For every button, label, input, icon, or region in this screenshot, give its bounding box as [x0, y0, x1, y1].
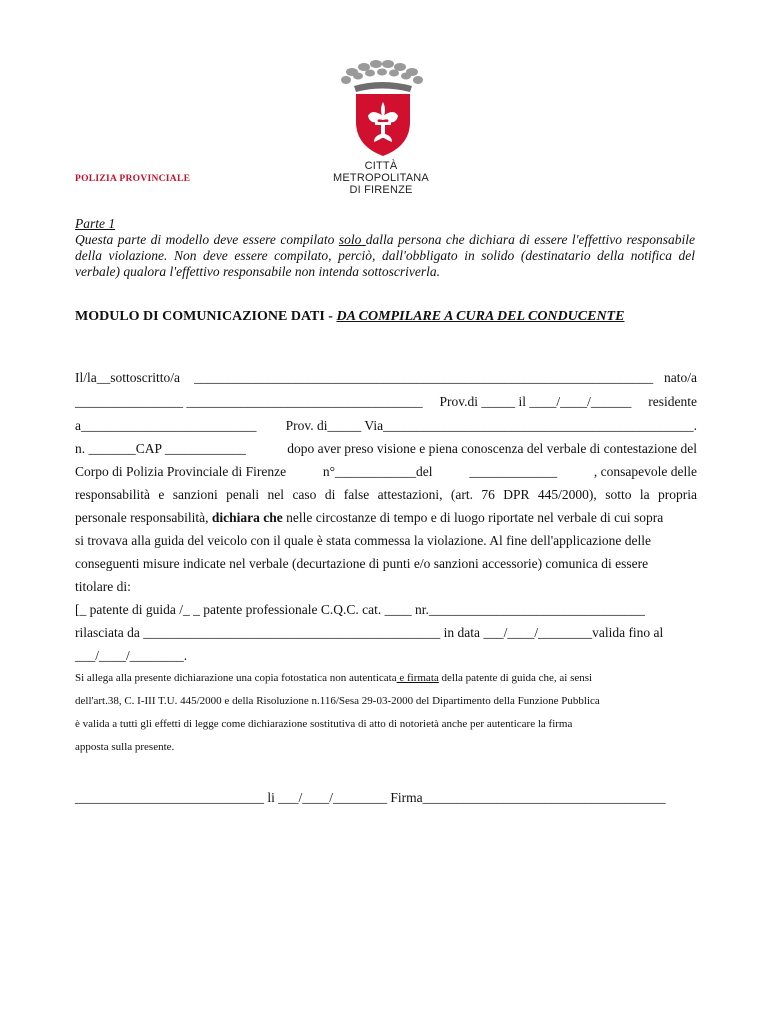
field-data-firma[interactable]: li ___/____/________ — [264, 790, 391, 805]
form-title-main: MODULO DI COMUNICAZIONE DATI - — [75, 309, 337, 324]
line-validita — [75, 648, 697, 664]
line-guida — [75, 533, 697, 549]
line-misure — [75, 556, 697, 572]
note-line-2: dell'art.38, C. I-III T.U. 445/2000 e della Risoluzione n.116/Sesa 29-03-2000 del Dipartimento della Funzione Pubblica — [75, 695, 600, 707]
text-titolare: titolare di: — [75, 579, 131, 594]
field-patente[interactable]: [_ patente di guida /_ _ patente professionale C.Q.C. cat. ____ nr.________________________________ — [75, 602, 645, 617]
field-luogo[interactable]: ____________________________ — [75, 790, 264, 805]
text-circostanze: nelle circostanze di tempo e di luogo riportate nel verbale di cui sopra — [282, 510, 664, 525]
logo-line-1: CITTÀ METROPOLITANA — [333, 160, 429, 184]
field-firma[interactable]: ____________________________________ — [422, 790, 666, 805]
label-sottoscritto: Il/la__sottoscritto/a — [75, 370, 184, 385]
line-residenza — [75, 418, 697, 434]
text-dichiara-che: dichiara che — [211, 510, 283, 525]
field-rilasciata-da[interactable]: ____________________________________________ — [143, 625, 441, 640]
text-preso-visione: dopo aver preso visione e piena conoscenza del verbale di contestazione del — [287, 441, 697, 456]
line-responsabilita — [75, 487, 697, 503]
note-text-1c: della patente di guida che, ai sensi — [438, 672, 593, 684]
field-prov-data-nascita[interactable]: Prov.di _____ il ____/____/______ — [439, 394, 632, 409]
field-numero-cap[interactable]: n. _______CAP ____________ — [75, 441, 246, 456]
text-responsabilita: responsabilità e sanzioni penali nel caso di false attestazioni, (art. 76 DPR 445/2000), sotto la propria — [75, 487, 697, 502]
department-label: POLIZIA PROVINCIALE — [75, 174, 191, 184]
field-nome[interactable]: ____________________________________________________________________ — [194, 370, 654, 385]
label-rilasciata: rilasciata da — [75, 625, 144, 640]
logo-wordmark — [326, 160, 436, 196]
text-guida-veicolo: si trovava alla guida del veicolo con il quale è stata commessa la violazione. Al fine dell'applicazione delle — [75, 533, 651, 548]
logo-line-2: DI FIRENZE — [349, 184, 413, 196]
field-prov-via[interactable]: Prov. di_____ Via______________________________________________. — [285, 418, 697, 433]
field-data-verbale[interactable]: _____________ — [469, 464, 558, 479]
field-luogo-nascita[interactable]: ________________ ___________________________________ — [75, 394, 423, 409]
parte-text-solo: solo — [338, 232, 366, 247]
parte-1-section — [75, 216, 695, 280]
field-data-validita[interactable]: in data ___/____/________valida fino al — [440, 625, 664, 640]
line-titolare — [75, 579, 697, 595]
line-nascita — [75, 394, 697, 410]
line-dichiara — [75, 510, 697, 526]
label-nato: nato/a — [663, 370, 697, 385]
label-firma: Firma — [390, 790, 423, 805]
text-corpo-polizia: Corpo di Polizia Provinciale di Firenze — [75, 464, 287, 479]
form-title-sub: DA COMPILARE A CURA DEL CONDUCENTE — [336, 309, 625, 324]
line-patente — [75, 602, 697, 618]
form-title — [75, 309, 695, 325]
line-cap — [75, 441, 697, 457]
parte-text-a: Questa parte di modello deve essere compilato — [75, 232, 339, 247]
line-rilasciata — [75, 625, 697, 641]
field-valida-fino[interactable]: ___/____/________. — [75, 648, 188, 663]
label-residente: residente — [648, 394, 697, 409]
text-personale: personale responsabilità, — [75, 510, 212, 525]
note-line-3: è valida a tutti gli effetti di legge come dichiarazione sostitutiva di atto di notorietà anche per autenticare la firma — [75, 718, 573, 730]
field-numero-verbale[interactable]: n°____________del — [322, 464, 433, 479]
signature-line — [75, 790, 697, 806]
line-verbale — [75, 464, 697, 480]
text-misure: conseguenti misure indicate nel verbale (decurtazione di punti e/o sanzioni accessorie) comunica di essere — [75, 556, 649, 571]
parte-title: Parte 1 — [75, 216, 116, 231]
parte-text-b: dalla persona che dichiara di essere l'effettivo responsabile della violazione. Non deve essere compilato, perciò, dall'obbligato in solido (destinatario della notifica del verbale) qualora l'effettivo responsabile non intenda sottoscriverla. — [75, 232, 695, 279]
note-text-1a: Si allega alla presente dichiarazione una copia fotostatica non autenticata — [75, 672, 397, 684]
text-consapevole: , consapevole delle — [593, 464, 697, 479]
note-line-1 — [75, 672, 695, 684]
line-sottoscritto — [75, 370, 697, 386]
note-line-4: apposta sulla presente. — [75, 741, 175, 753]
note-text-firmata: e firmata — [396, 672, 439, 684]
field-comune-residenza[interactable]: a__________________________ — [75, 418, 257, 433]
